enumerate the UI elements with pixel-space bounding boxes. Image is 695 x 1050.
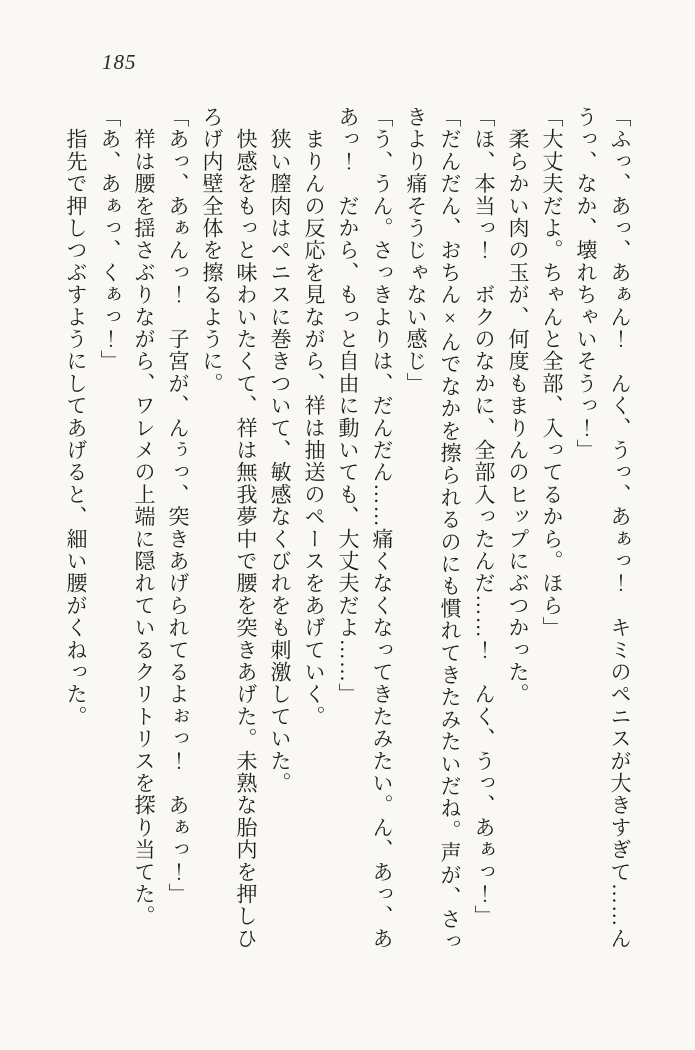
text-line: あっ！ だから、もっと自由に動いても、大丈夫だよ……」 bbox=[336, 106, 360, 706]
text-line: 「ふっ、あっ、あぁん！ んく、うっ、あぁっ！ キミのペニスが大きすぎて……ん bbox=[608, 106, 632, 950]
text-line: 指先で押しつぶすようにしてあげると、細い腰がくねった。 bbox=[64, 106, 88, 728]
page-number: 185 bbox=[102, 50, 137, 74]
text-line: 「あ、あぁっ、くぁっ！」 bbox=[98, 106, 122, 373]
text-line: 「ほ、本当っ！ ボクのなかに、全部入ったんだ……！ んく、うっ、あぁっ！」 bbox=[472, 106, 496, 928]
text-line: きより痛そうじゃない感じ」 bbox=[404, 106, 428, 395]
text-line: 狭い膣肉はペニスに巻きついて、敏感なくびれをも刺激していた。 bbox=[268, 106, 292, 795]
text-line: 祥は腰を揺さぶりながら、ワレメの上端に隠れているクリトリスを探り当てた。 bbox=[132, 106, 156, 928]
text-line: うっ、なか、壊れちゃいそうっ！」 bbox=[574, 106, 598, 462]
text-line: 「大丈夫だよ。ちゃんと全部、入ってるから。ほら」 bbox=[540, 106, 564, 639]
text-line: 「う、うん。さっきよりは、だんだん……痛くなくなってきたみたい。ん、あっ、あ bbox=[370, 106, 394, 950]
text-line: 快感をもっと味わいたくて、祥は無我夢中で腰を突きあげた。未熟な胎内を押しひ bbox=[234, 106, 258, 950]
text-block bbox=[59, 106, 637, 962]
text-line: まりんの反応を見ながら、祥は抽送のペースをあげていく。 bbox=[302, 106, 326, 728]
text-line: 「だんだん、おちん×んでなかを擦られるのにも慣れてきたみたいだね。声が、さっ bbox=[438, 106, 462, 953]
text-line: ろげ内壁全体を擦るように。 bbox=[200, 106, 224, 395]
text-line: 柔らかい肉の玉が、何度もまりんのヒップにぶつかった。 bbox=[506, 106, 530, 706]
text-line: 「あっ、あぁんっ！ 子宮が、んぅっ、突きあげられてるよぉっ！ あぁっ！」 bbox=[166, 106, 190, 906]
